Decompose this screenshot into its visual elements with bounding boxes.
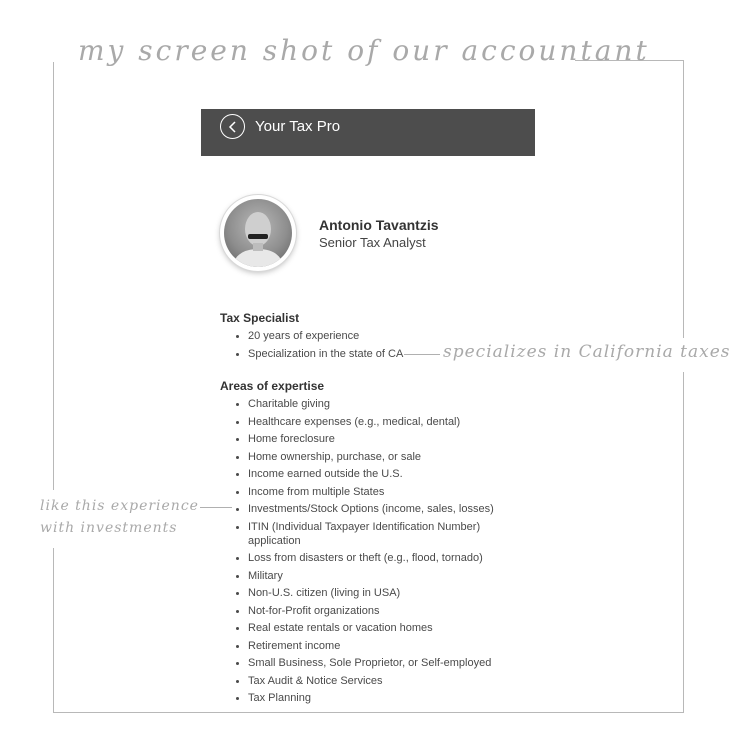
list-item: • ITIN (Individual Taxpayer Identification Number) application	[248, 520, 508, 548]
handwritten-title: my screen shot of our accountant	[78, 34, 650, 67]
avatar	[220, 195, 296, 271]
list-item: • Income earned outside the U.S.	[248, 467, 508, 481]
frame-border	[683, 60, 684, 338]
list-item: • Specialization in the state of CA	[248, 347, 403, 361]
list-item: • Tax Audit & Notice Services	[248, 674, 508, 688]
frame-border	[683, 372, 684, 713]
specialist-list	[228, 329, 403, 364]
frame-border	[53, 712, 683, 713]
list-item: • Home ownership, purchase, or sale	[248, 450, 508, 464]
list-item: • Non-U.S. citizen (living in USA)	[248, 586, 508, 600]
handwritten-note-investments: like this experience with investments	[40, 498, 199, 536]
profile-role: Senior Tax Analyst	[319, 235, 426, 250]
section-heading-specialist: Tax Specialist	[220, 311, 300, 325]
list-item: • Loss from disasters or theft (e.g., flood, tornado)	[248, 551, 508, 565]
expertise-list	[228, 397, 508, 709]
list-item: • Home foreclosure	[248, 432, 508, 446]
frame-border	[53, 548, 54, 713]
list-item: • Retirement income	[248, 639, 508, 653]
header-bar	[201, 109, 535, 156]
list-item: • Charitable giving	[248, 397, 508, 411]
list-item: • Real estate rentals or vacation homes	[248, 621, 508, 635]
list-item: • Healthcare expenses (e.g., medical, dental)	[248, 415, 508, 429]
page-title: Your Tax Pro	[255, 118, 341, 135]
back-button[interactable]	[220, 114, 245, 139]
list-item: • Not-for-Profit organizations	[248, 604, 508, 618]
list-item: • Military	[248, 569, 508, 583]
annotation-connector	[404, 354, 440, 355]
list-item: • Tax Planning	[248, 691, 508, 705]
list-item: • Income from multiple States	[248, 485, 508, 499]
handwritten-note-california: specializes in California taxes	[443, 342, 731, 362]
section-heading-expertise: Areas of expertise	[220, 379, 325, 393]
avatar-photo	[224, 199, 292, 267]
chevron-left-icon	[228, 121, 238, 133]
frame-border	[53, 62, 54, 490]
list-item: • Investments/Stock Options (income, sales, losses)	[248, 502, 508, 516]
list-item: • Small Business, Sole Proprietor, or Self-employed	[248, 656, 508, 670]
profile-name: Antonio Tavantzis	[319, 217, 439, 233]
list-item: • 20 years of experience	[248, 329, 403, 343]
